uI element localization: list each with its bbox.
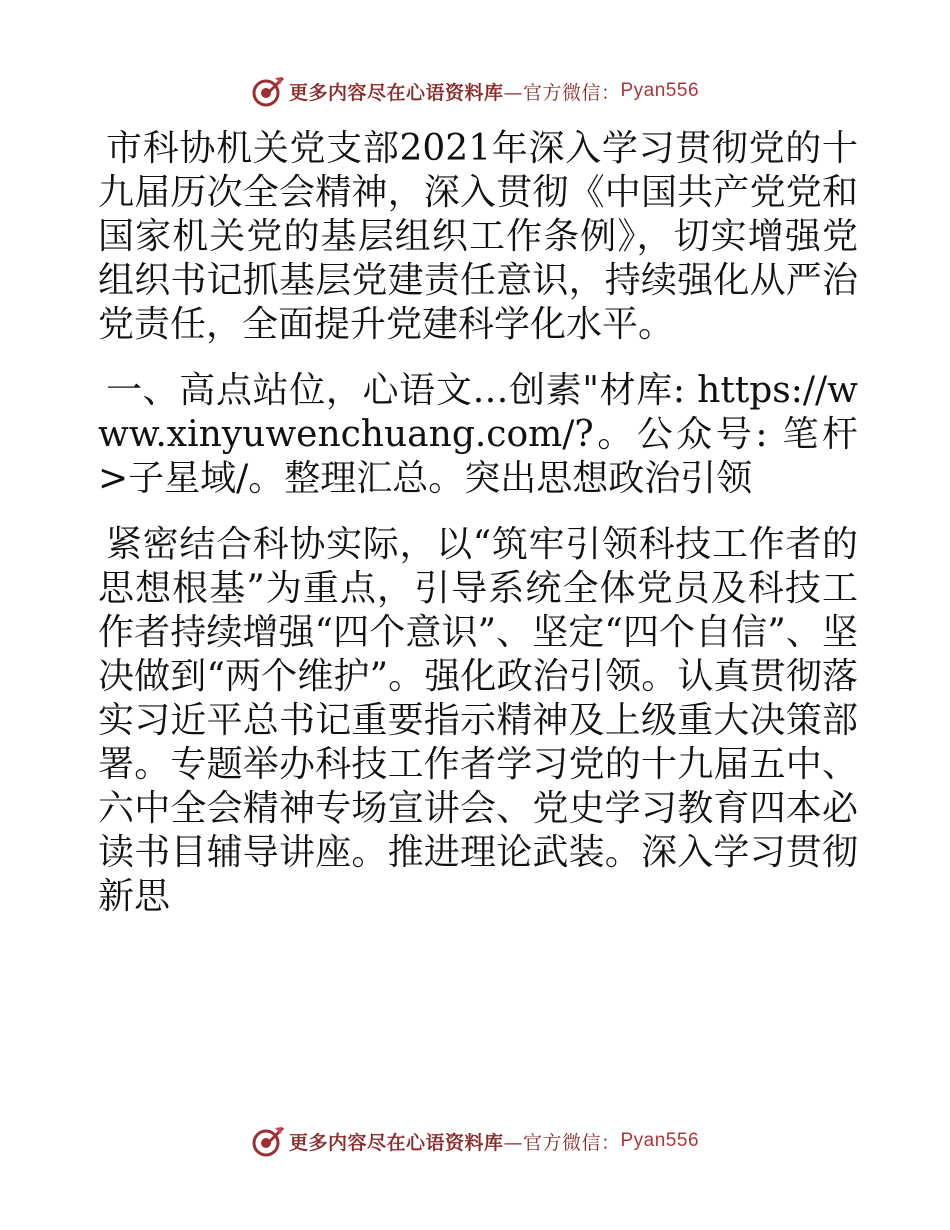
banner-wechat-id: Pyan556	[620, 80, 700, 101]
document-body	[98, 127, 858, 919]
paragraph-intro: 市科协机关党支部2021年深入学习贯彻党的十九届历次全会精神，深入贯彻《中国共产党党和国家机关党的基层组织工作条例》，切实增强党组织书记抓基层党建责任意识，持续强化从严治党责任，全面提升党建科学化水平。	[98, 128, 858, 345]
section-heading-1: 一、高点站位，心语文…创素"材库: https://www.xinyuwenchuang.com/?。公众号: 笔杆>子星域/。整理汇总。突出思想政治引领	[98, 370, 858, 499]
header-banner	[0, 71, 950, 111]
quill-logo-icon	[251, 1124, 285, 1158]
paragraph-section-1: 紧密结合科协实际，以“筑牢引领科技工作者的思想根基”为重点，引导系统全体党员及科技工作者持续增强“四个意识”、坚定“四个自信”、坚决做到“两个维护”。强化政治引领。认真贯彻落实习近平总书记重要指示精神及上级重大决策部署。专题举办科技工作者学习党的十九届五中、六中全会精神专场宣讲会、党史学习教育四本必读书目辅导讲座。推进理论武装。深入学习贯彻新思	[98, 524, 858, 917]
banner-wechat-id: Pyan556	[620, 1130, 700, 1151]
banner-sub-text: —官方微信：	[503, 1131, 621, 1154]
banner-main-text: 更多内容尽在心语资料库	[288, 81, 504, 104]
footer-banner	[0, 1121, 950, 1161]
quill-logo-icon	[251, 74, 285, 108]
banner-sub-text: —官方微信：	[503, 81, 621, 104]
banner-main-text: 更多内容尽在心语资料库	[288, 1131, 504, 1154]
